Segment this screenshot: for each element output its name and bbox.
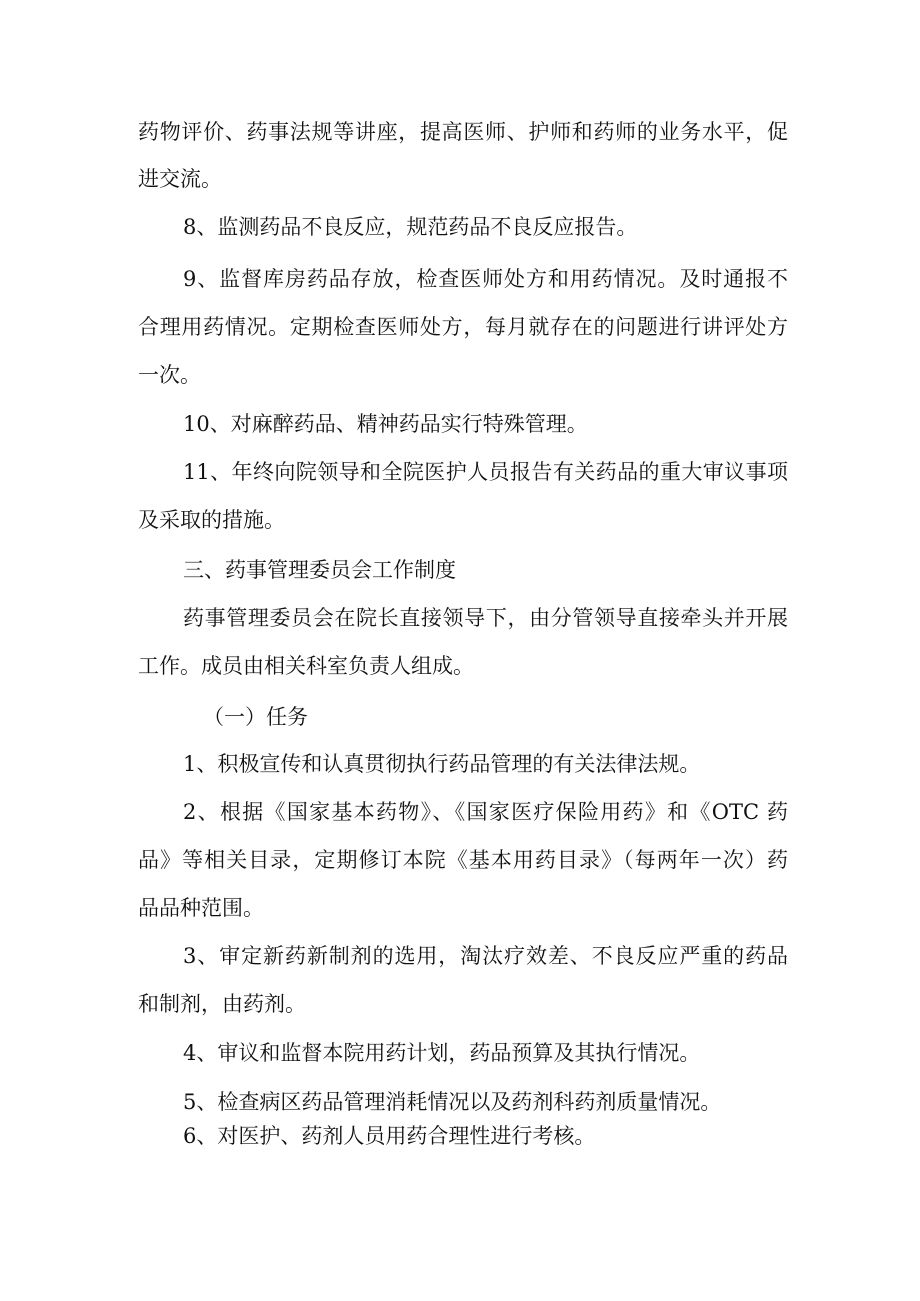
subsection-heading: （一）任务	[203, 705, 308, 729]
paragraph-line: 合理用药情况。定期检查医师处方，每月就存在的问题进行讲评处方	[138, 315, 788, 339]
paragraph-line: 品品种范围。	[138, 896, 264, 920]
paragraph-line: 工作。成员由相关科室负责人组成。	[138, 654, 474, 678]
list-item-11: 11、年终向院领导和全院医护人员报告有关药品的重大审议事项	[183, 460, 788, 484]
task-item-5: 5、检查病区药品管理消耗情况以及药剂科药剂质量情况。	[183, 1090, 722, 1114]
paragraph-line: 品》等相关目录，定期修订本院《基本用药目录》（每两年一次）药	[138, 848, 788, 872]
paragraph-line: 进交流。	[138, 167, 222, 191]
paragraph-line: 一次。	[138, 363, 201, 387]
paragraph-line: 及采取的措施。	[138, 508, 285, 532]
list-item-8: 8、监测药品不良反应，规范药品不良反应报告。	[183, 215, 638, 239]
section-heading: 三、药事管理委员会工作制度	[183, 558, 456, 582]
task-item-1: 1、积极宣传和认真贯彻执行药品管理的有关法律法规。	[183, 752, 701, 776]
paragraph-line: 药物评价、药事法规等讲座，提高医师、护师和药师的业务水平，促	[138, 120, 788, 144]
task-item-4: 4、审议和监督本院用药计划，药品预算及其执行情况。	[183, 1041, 701, 1065]
task-item-2: 2、根据《国家基本药物》、《国家医疗保险用药》和《OTC 药	[183, 800, 788, 824]
task-item-3: 3、审定新药新制剂的选用，淘汰疗效差、不良反应严重的药品	[183, 944, 788, 968]
list-item-9: 9、监督库房药品存放，检查医师处方和用药情况。及时通报不	[183, 267, 788, 291]
list-item-10: 10、对麻醉药品、精神药品实行特殊管理。	[183, 412, 588, 436]
paragraph-line: 药事管理委员会在院长直接领导下，由分管领导直接牵头并开展	[183, 606, 788, 630]
paragraph-line: 和制剂，由药剂。	[138, 992, 306, 1016]
task-item-6: 6、对医护、药剂人员用药合理性进行考核。	[183, 1124, 596, 1148]
